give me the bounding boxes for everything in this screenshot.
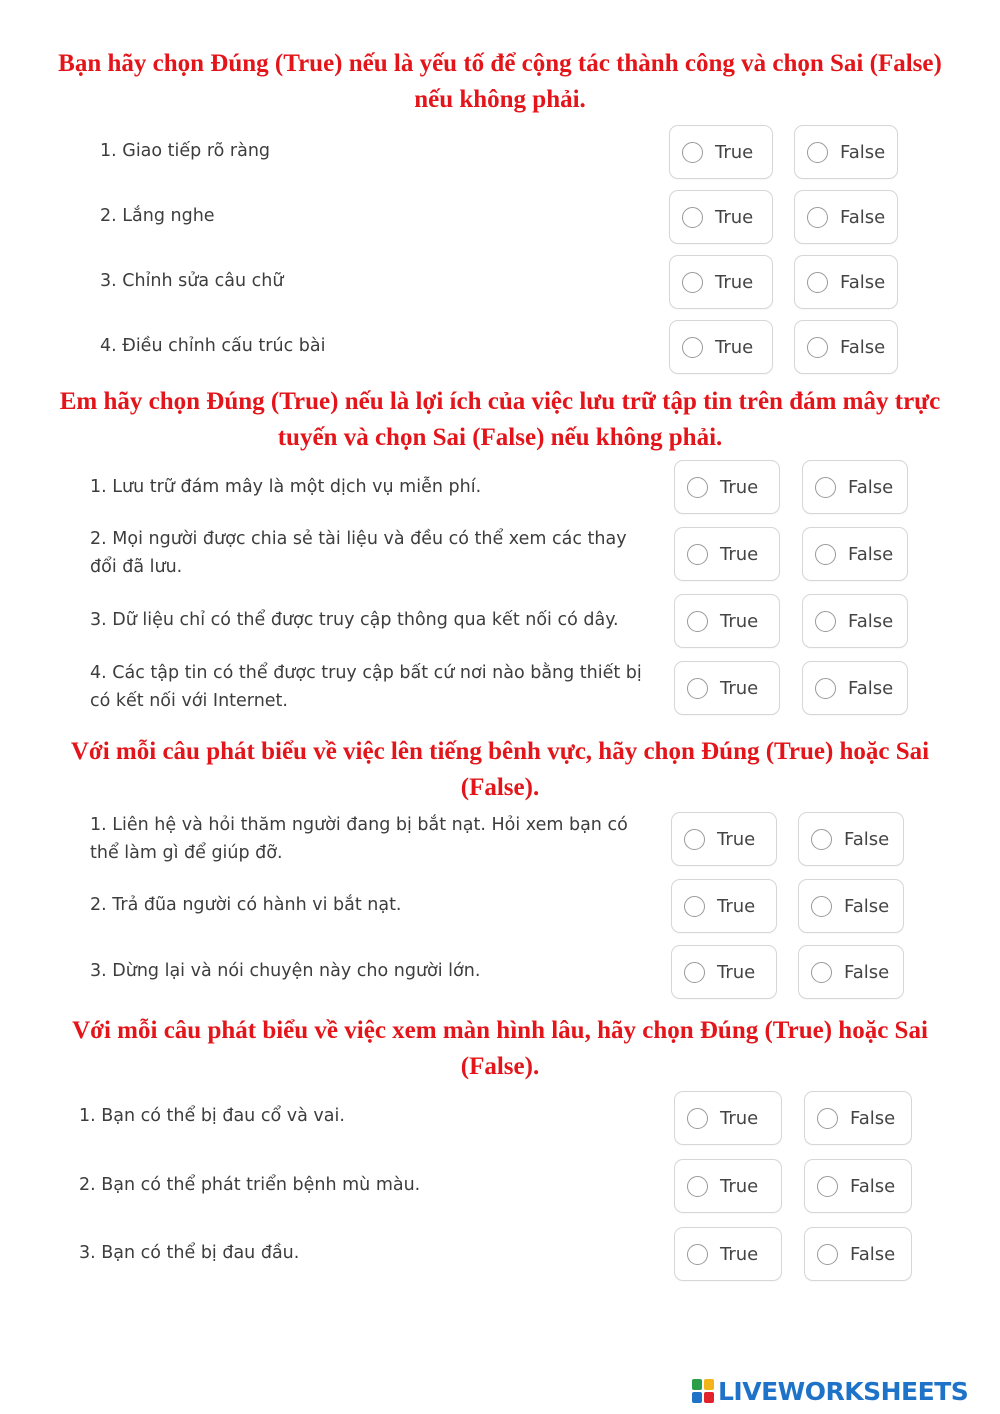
radio-circle-icon[interactable] bbox=[815, 477, 836, 498]
liveworksheets-logo bbox=[692, 1376, 968, 1406]
false-option-label: False bbox=[850, 1107, 896, 1129]
section-4-heading: Với mỗi câu phát biểu về việc xem màn hình lâu, hãy chọn Đúng (True) hoặc Sai (False). bbox=[72, 1017, 928, 1080]
radio-circle-icon[interactable] bbox=[807, 337, 828, 358]
false-option-label: False bbox=[844, 961, 890, 983]
false-option-label: False bbox=[840, 271, 886, 293]
question-2-4: 4. Các tập tin có thể được truy cập bất cứ nơi nào bằng thiết bị có kết nối với Internet. bbox=[90, 663, 642, 711]
true-option-2-1[interactable] bbox=[674, 460, 780, 514]
radio-circle-icon[interactable] bbox=[684, 829, 705, 850]
radio-circle-icon[interactable] bbox=[817, 1176, 838, 1197]
true-option-2-3[interactable] bbox=[674, 594, 780, 648]
question-4-1: 1. Bạn có thể bị đau cổ và vai. bbox=[79, 1106, 345, 1126]
false-option-3-1[interactable] bbox=[798, 812, 904, 866]
question-3-2: 2. Trả đũa người có hành vi bắt nạt. bbox=[90, 895, 402, 915]
false-option-label: False bbox=[848, 610, 894, 632]
question-1-1: 1. Giao tiếp rõ ràng bbox=[100, 141, 271, 161]
true-option-label: True bbox=[717, 961, 756, 983]
false-option-label: False bbox=[848, 543, 894, 565]
false-option-4-2[interactable] bbox=[804, 1159, 912, 1213]
false-option-2-3[interactable] bbox=[802, 594, 908, 648]
question-1-3: 3. Chỉnh sửa câu chữ bbox=[100, 271, 284, 291]
radio-circle-icon[interactable] bbox=[817, 1108, 838, 1129]
false-option-label: False bbox=[850, 1243, 896, 1265]
false-option-label: False bbox=[840, 336, 886, 358]
radio-circle-icon[interactable] bbox=[687, 544, 708, 565]
false-option-label: False bbox=[848, 677, 894, 699]
radio-circle-icon[interactable] bbox=[807, 207, 828, 228]
true-option-label: True bbox=[715, 141, 754, 163]
question-1-4: 4. Điều chỉnh cấu trúc bài bbox=[100, 336, 326, 356]
true-option-3-2[interactable] bbox=[671, 879, 777, 933]
false-option-1-1[interactable] bbox=[794, 125, 898, 179]
question-4-2: 2. Bạn có thể phát triển bệnh mù màu. bbox=[79, 1175, 421, 1195]
radio-circle-icon[interactable] bbox=[684, 962, 705, 983]
true-option-2-4[interactable] bbox=[674, 661, 780, 715]
false-option-3-3[interactable] bbox=[798, 945, 904, 999]
section-2-heading: Em hãy chọn Đúng (True) nếu là lợi ích của việc lưu trữ tập tin trên đám mây trực tuyến và chọn Sai (False) nếu không phải. bbox=[59, 388, 941, 451]
question-3-3: 3. Dừng lại và nói chuyện này cho người lớn. bbox=[90, 961, 481, 981]
true-option-label: True bbox=[720, 610, 759, 632]
liveworksheets-logo-icon bbox=[692, 1379, 714, 1403]
radio-circle-icon[interactable] bbox=[815, 678, 836, 699]
radio-circle-icon[interactable] bbox=[807, 272, 828, 293]
true-option-4-2[interactable] bbox=[674, 1159, 782, 1213]
radio-circle-icon[interactable] bbox=[682, 142, 703, 163]
true-option-1-2[interactable] bbox=[669, 190, 773, 244]
question-2-1: 1. Lưu trữ đám mây là một dịch vụ miễn phí. bbox=[90, 477, 482, 497]
true-option-3-1[interactable] bbox=[671, 812, 777, 866]
true-option-label: True bbox=[715, 336, 754, 358]
false-option-1-4[interactable] bbox=[794, 320, 898, 374]
radio-circle-icon[interactable] bbox=[684, 896, 705, 917]
true-option-label: True bbox=[720, 1107, 759, 1129]
radio-circle-icon[interactable] bbox=[682, 337, 703, 358]
false-option-label: False bbox=[850, 1175, 896, 1197]
question-4-3: 3. Bạn có thể bị đau đầu. bbox=[79, 1243, 300, 1263]
false-option-2-4[interactable] bbox=[802, 661, 908, 715]
question-3-1: 1. Liên hệ và hỏi thăm người đang bị bắt nạt. Hỏi xem bạn có thể làm gì để giúp đỡ. bbox=[90, 815, 628, 863]
true-option-4-3[interactable] bbox=[674, 1227, 782, 1281]
true-option-label: True bbox=[720, 677, 759, 699]
true-option-label: True bbox=[720, 543, 759, 565]
false-option-label: False bbox=[844, 895, 890, 917]
true-option-label: True bbox=[720, 476, 759, 498]
true-option-2-2[interactable] bbox=[674, 527, 780, 581]
radio-circle-icon[interactable] bbox=[815, 611, 836, 632]
false-option-4-3[interactable] bbox=[804, 1227, 912, 1281]
false-option-label: False bbox=[840, 206, 886, 228]
true-option-1-3[interactable] bbox=[669, 255, 773, 309]
true-option-label: True bbox=[717, 895, 756, 917]
radio-circle-icon[interactable] bbox=[811, 829, 832, 850]
radio-circle-icon[interactable] bbox=[687, 611, 708, 632]
false-option-2-1[interactable] bbox=[802, 460, 908, 514]
radio-circle-icon[interactable] bbox=[687, 1244, 708, 1265]
radio-circle-icon[interactable] bbox=[811, 896, 832, 917]
radio-circle-icon[interactable] bbox=[815, 544, 836, 565]
radio-circle-icon[interactable] bbox=[682, 272, 703, 293]
radio-circle-icon[interactable] bbox=[817, 1244, 838, 1265]
true-option-4-1[interactable] bbox=[674, 1091, 782, 1145]
radio-circle-icon[interactable] bbox=[682, 207, 703, 228]
radio-circle-icon[interactable] bbox=[807, 142, 828, 163]
radio-circle-icon[interactable] bbox=[687, 1108, 708, 1129]
true-option-label: True bbox=[720, 1175, 759, 1197]
true-option-label: True bbox=[715, 271, 754, 293]
liveworksheets-logo-text: LIVEWORKSHEETS bbox=[718, 1376, 969, 1406]
true-option-3-3[interactable] bbox=[671, 945, 777, 999]
false-option-label: False bbox=[840, 141, 886, 163]
radio-circle-icon[interactable] bbox=[687, 678, 708, 699]
true-option-label: True bbox=[717, 828, 756, 850]
true-option-1-4[interactable] bbox=[669, 320, 773, 374]
true-option-label: True bbox=[720, 1243, 759, 1265]
question-2-3: 3. Dữ liệu chỉ có thể được truy cập thông qua kết nối có dây. bbox=[90, 610, 619, 630]
question-2-2: 2. Mọi người được chia sẻ tài liệu và đều có thể xem các thay đổi đã lưu. bbox=[90, 529, 627, 577]
question-1-2: 2. Lắng nghe bbox=[100, 206, 215, 226]
false-option-label: False bbox=[848, 476, 894, 498]
radio-circle-icon[interactable] bbox=[687, 477, 708, 498]
false-option-4-1[interactable] bbox=[804, 1091, 912, 1145]
false-option-label: False bbox=[844, 828, 890, 850]
false-option-1-3[interactable] bbox=[794, 255, 898, 309]
true-option-1-1[interactable] bbox=[669, 125, 773, 179]
section-3-heading: Với mỗi câu phát biểu về việc lên tiếng bênh vực, hãy chọn Đúng (True) hoặc Sai (False). bbox=[70, 738, 930, 801]
false-option-1-2[interactable] bbox=[794, 190, 898, 244]
radio-circle-icon[interactable] bbox=[811, 962, 832, 983]
section-1-heading: Bạn hãy chọn Đúng (True) nếu là yếu tố để cộng tác thành công và chọn Sai (False) nếu không phải. bbox=[58, 50, 942, 113]
radio-circle-icon[interactable] bbox=[687, 1176, 708, 1197]
false-option-2-2[interactable] bbox=[802, 527, 908, 581]
true-option-label: True bbox=[715, 206, 754, 228]
false-option-3-2[interactable] bbox=[798, 879, 904, 933]
